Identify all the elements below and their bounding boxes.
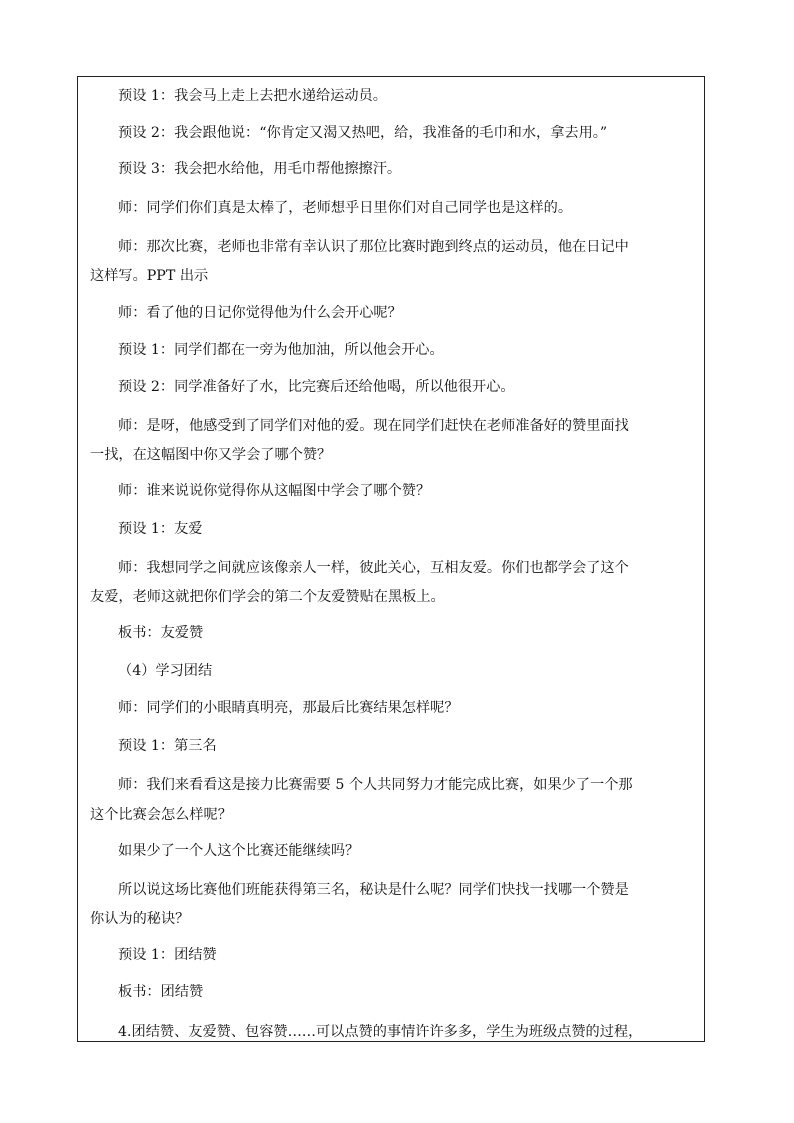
text-line: 预设 1：同学们都在一旁为他加油，所以他会开心。 — [118, 342, 444, 358]
text-line: 板书：友爱赞 — [118, 625, 204, 641]
text-line: 预设 1：团结赞 — [118, 947, 217, 963]
text-line: 你认为的秘诀？ — [90, 911, 190, 927]
text-line: 预设 1：我会马上走上去把水递给运动员。 — [118, 88, 387, 104]
text-line: 预设 1：友爱 — [118, 521, 203, 537]
text-line: 预设 2：同学准备好了水，比完赛后还给他喝，所以他很开心。 — [118, 379, 515, 395]
text-line: 师：我们来看看这是接力比赛需要 5 个人共同努力才能完成比赛，如果少了一个那 — [118, 777, 633, 793]
text-line: 师：看了他的日记你觉得他为什么会开心呢？ — [118, 305, 402, 321]
text-line: 师：谁来说说你觉得你从这幅图中学会了哪个赞？ — [118, 483, 431, 499]
text-line: 预设 2：我会跟他说：“你肯定又渴又热吧，给，我准备的毛巾和水，拿去用。” — [118, 125, 608, 141]
text-line: 一找，在这幅图中你又学会了哪个赞？ — [90, 447, 332, 463]
text-line: 如果少了一个人这个比赛还能继续吗？ — [118, 843, 360, 859]
text-line: 师：同学们你们真是太棒了，老师想乎日里你们对自己同学也是这样的。 — [118, 200, 573, 216]
section-heading: （4）学习团结 — [118, 663, 213, 679]
text-line: 板书：团结赞 — [118, 984, 204, 1000]
text-line: 所以说这场比赛他们班能获得第三名，秘诀是什么呢？同学们快找一找哪一个赞是 — [118, 882, 629, 898]
text-line: 师：我想同学之间就应该像亲人一样，彼此关心，互相友爱。你们也都学会了这个 — [118, 560, 629, 576]
text-line: 预设 3：我会把水给他，用毛巾帮他擦擦汗。 — [118, 161, 402, 177]
text-line: 师：那次比赛，老师也非常有幸认识了那位比赛时跑到终点的运动员，他在日记中 — [118, 239, 629, 255]
text-line: 这样写。PPT 出示 — [90, 268, 209, 284]
text-line: 预设 1：第三名 — [118, 738, 217, 754]
text-line: 师：是呀，他感受到了同学们对他的爱。现在同学们赶快在老师准备好的赞里面找 — [118, 418, 629, 434]
text-line: 4.团结赞、友爱赞、包容赞……可以点赞的事情许许多多，学生为班级点赞的过程， — [118, 1024, 643, 1040]
text-line: 这个比赛会怎么样呢？ — [90, 807, 232, 823]
text-line: 师：同学们的小眼睛真明亮，那最后比赛结果怎样呢？ — [118, 700, 459, 716]
text-line: 友爱，老师这就把你们学会的第二个友爱赞贴在黑板上。 — [90, 589, 445, 605]
